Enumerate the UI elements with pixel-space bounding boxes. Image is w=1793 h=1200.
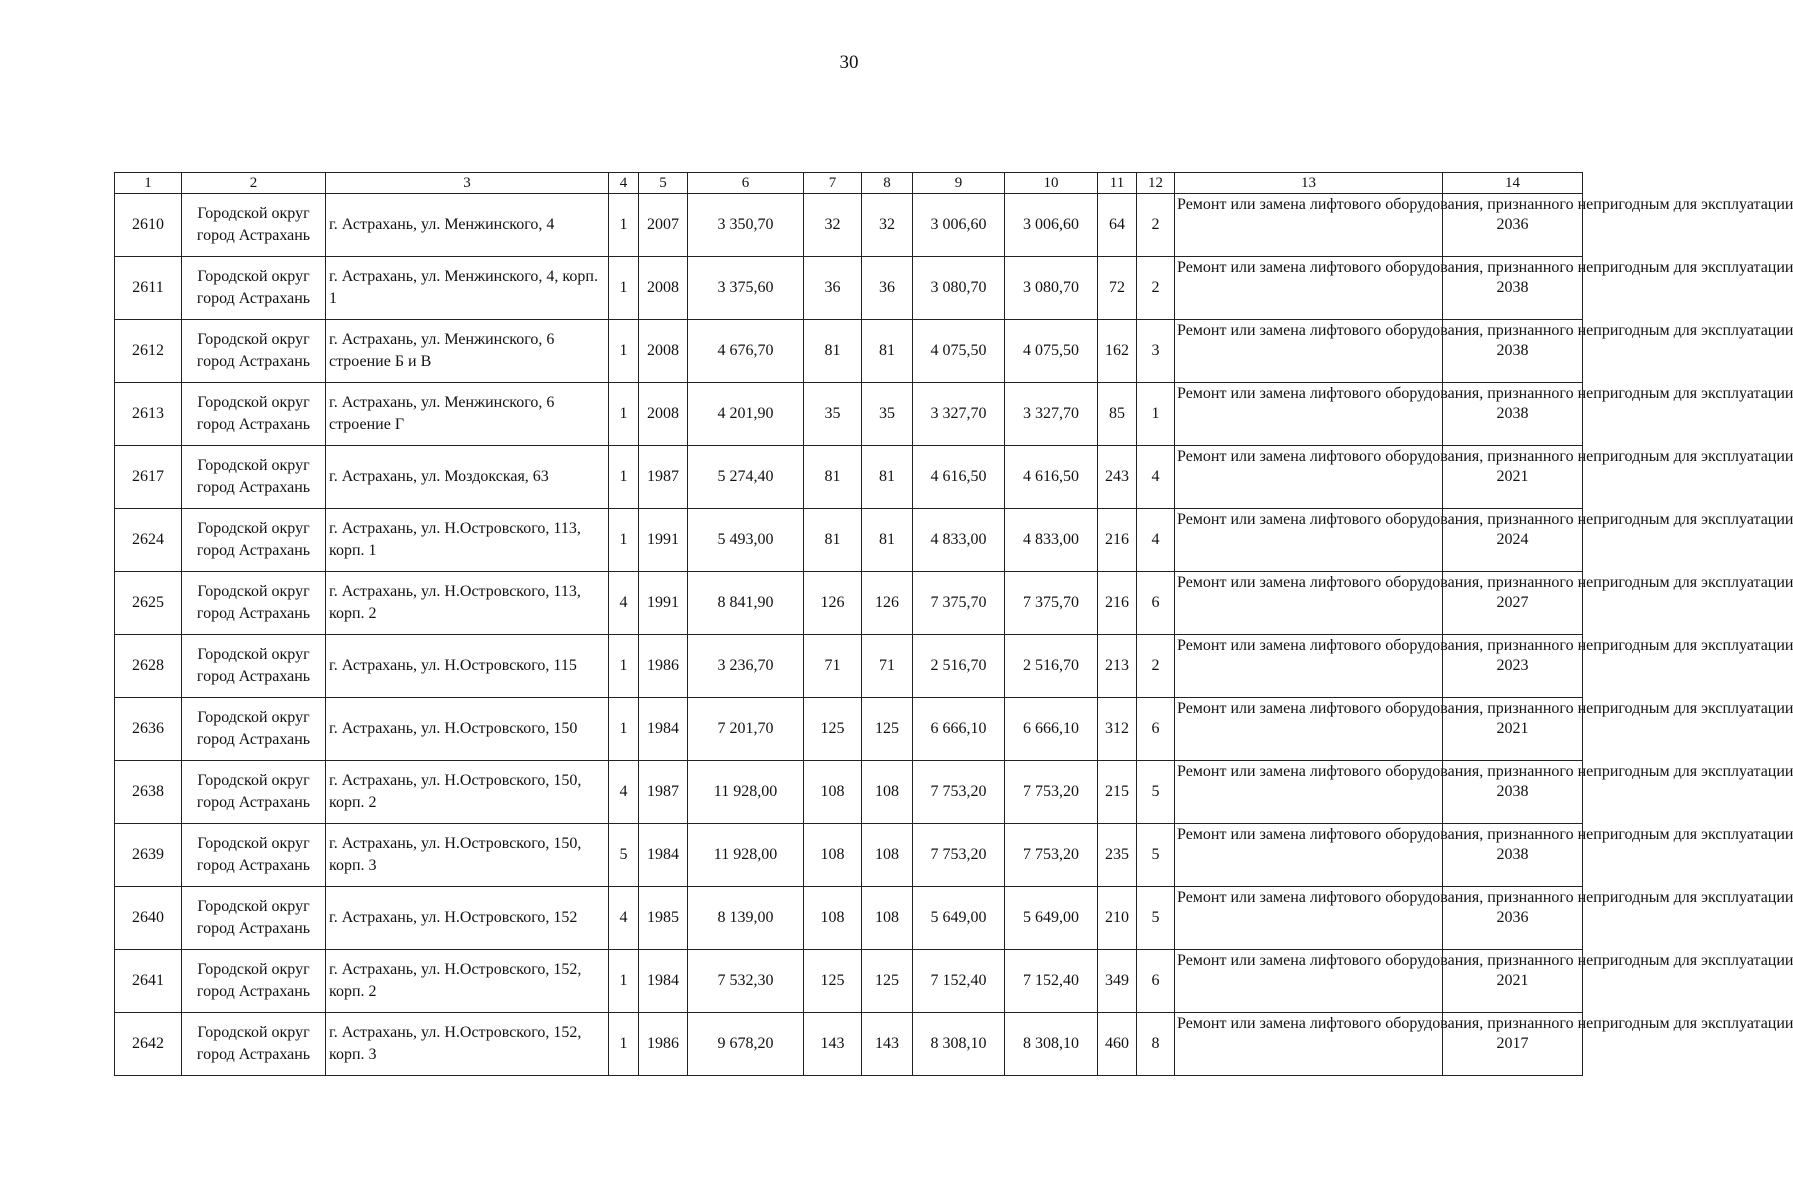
cell-planned-year: 2021: [1443, 698, 1583, 761]
cell-year-built: 1984: [639, 824, 688, 887]
page-number: 30: [839, 52, 859, 73]
cell-col-10: 4 616,50: [1005, 446, 1098, 509]
column-header: 7: [804, 173, 862, 194]
cell-address: г. Астрахань, ул. Менжинского, 4: [326, 194, 609, 257]
table-row: [115, 950, 1583, 1013]
cell-col-12: 2: [1137, 257, 1175, 320]
cell-col-11: 235: [1098, 824, 1137, 887]
cell-work-type: Ремонт или замена лифтового оборудования, признанного непригодным для эксплуатации: [1175, 446, 1443, 509]
cell-col-9: 4 075,50: [913, 320, 1005, 383]
column-header: 4: [609, 173, 639, 194]
cell-address: г. Астрахань, ул. Моздокская, 63: [326, 446, 609, 509]
cell-col-12: 8: [1137, 1013, 1175, 1076]
cell-col-10: 2 516,70: [1005, 635, 1098, 698]
cell-municipality: Городской округ город Астрахань: [182, 824, 326, 887]
cell-col-4: 1: [609, 383, 639, 446]
cell-address: г. Астрахань, ул. Н.Островского, 152, корп. 3: [326, 1013, 609, 1076]
table-row: [115, 320, 1583, 383]
cell-year-built: 2008: [639, 320, 688, 383]
cell-col-12: 4: [1137, 509, 1175, 572]
cell-planned-year: 2017: [1443, 1013, 1583, 1076]
table-row: [115, 698, 1583, 761]
table-row: [115, 824, 1583, 887]
cell-col-6: 11 928,00: [688, 761, 804, 824]
cell-municipality: Городской округ город Астрахань: [182, 194, 326, 257]
table-row: [115, 194, 1583, 257]
cell-municipality: Городской округ город Астрахань: [182, 698, 326, 761]
cell-address: г. Астрахань, ул. Н.Островского, 150, корп. 3: [326, 824, 609, 887]
cell-col-7: 143: [804, 1013, 862, 1076]
cell-address: г. Астрахань, ул. Н.Островского, 113, корп. 2: [326, 572, 609, 635]
cell-col-6: 5 493,00: [688, 509, 804, 572]
cell-col-9: 3 006,60: [913, 194, 1005, 257]
cell-record-number: 2611: [115, 257, 182, 320]
cell-col-6: 8 841,90: [688, 572, 804, 635]
cell-col-9: 8 308,10: [913, 1013, 1005, 1076]
cell-col-7: 81: [804, 446, 862, 509]
cell-col-9: 7 753,20: [913, 824, 1005, 887]
cell-col-8: 35: [862, 383, 913, 446]
table-body: [115, 194, 1793, 1076]
cell-col-4: 4: [609, 761, 639, 824]
cell-record-number: 2628: [115, 635, 182, 698]
cell-year-built: 1984: [639, 950, 688, 1013]
cell-col-10: 7 753,20: [1005, 824, 1098, 887]
cell-col-8: 32: [862, 194, 913, 257]
table-row: [115, 257, 1583, 320]
cell-planned-year: 2038: [1443, 383, 1583, 446]
cell-col-9: 6 666,10: [913, 698, 1005, 761]
cell-work-type: Ремонт или замена лифтового оборудования, признанного непригодным для эксплуатации: [1175, 950, 1443, 1013]
cell-col-8: 71: [862, 635, 913, 698]
cell-col-11: 215: [1098, 761, 1137, 824]
column-header: 8: [862, 173, 913, 194]
table-row: [115, 509, 1583, 572]
cell-col-11: 349: [1098, 950, 1137, 1013]
cell-col-6: 4 201,90: [688, 383, 804, 446]
cell-col-10: 4 833,00: [1005, 509, 1098, 572]
cell-col-11: 312: [1098, 698, 1137, 761]
cell-record-number: 2610: [115, 194, 182, 257]
column-header: 11: [1098, 173, 1137, 194]
cell-col-12: 2: [1137, 194, 1175, 257]
cell-work-type: Ремонт или замена лифтового оборудования, признанного непригодным для эксплуатации: [1175, 509, 1443, 572]
column-number-row: [115, 173, 1583, 194]
cell-col-6: 9 678,20: [688, 1013, 804, 1076]
cell-record-number: 2636: [115, 698, 182, 761]
cell-planned-year: 2038: [1443, 257, 1583, 320]
cell-col-4: 4: [609, 572, 639, 635]
cell-record-number: 2641: [115, 950, 182, 1013]
cell-col-12: 1: [1137, 383, 1175, 446]
cell-col-11: 85: [1098, 383, 1137, 446]
cell-col-10: 6 666,10: [1005, 698, 1098, 761]
cell-planned-year: 2038: [1443, 761, 1583, 824]
cell-address: г. Астрахань, ул. Н.Островского, 152: [326, 887, 609, 950]
column-header: 9: [913, 173, 1005, 194]
cell-planned-year: 2023: [1443, 635, 1583, 698]
cell-record-number: 2617: [115, 446, 182, 509]
cell-col-4: 1: [609, 446, 639, 509]
cell-year-built: 1987: [639, 446, 688, 509]
cell-col-10: 5 649,00: [1005, 887, 1098, 950]
cell-col-6: 3 350,70: [688, 194, 804, 257]
cell-work-type: Ремонт или замена лифтового оборудования, признанного непригодным для эксплуатации: [1175, 320, 1443, 383]
cell-col-12: 3: [1137, 320, 1175, 383]
cell-year-built: 1991: [639, 572, 688, 635]
cell-col-4: 1: [609, 257, 639, 320]
cell-col-4: 1: [609, 194, 639, 257]
cell-col-12: 2: [1137, 635, 1175, 698]
cell-col-8: 81: [862, 509, 913, 572]
cell-col-7: 36: [804, 257, 862, 320]
cell-address: г. Астрахань, ул. Н.Островского, 115: [326, 635, 609, 698]
cell-planned-year: 2036: [1443, 194, 1583, 257]
cell-planned-year: 2038: [1443, 320, 1583, 383]
cell-col-11: 460: [1098, 1013, 1137, 1076]
column-header: 12: [1137, 173, 1175, 194]
cell-year-built: 1984: [639, 698, 688, 761]
cell-col-4: 1: [609, 950, 639, 1013]
cell-record-number: 2640: [115, 887, 182, 950]
cell-col-9: 3 327,70: [913, 383, 1005, 446]
cell-address: г. Астрахань, ул. Менжинского, 6 строение Г: [326, 383, 609, 446]
table-row: [115, 446, 1583, 509]
cell-col-8: 108: [862, 761, 913, 824]
cell-address: г. Астрахань, ул. Н.Островского, 113, корп. 1: [326, 509, 609, 572]
column-header: 14: [1443, 173, 1583, 194]
cell-work-type: Ремонт или замена лифтового оборудования, признанного непригодным для эксплуатации: [1175, 761, 1443, 824]
cell-col-10: 4 075,50: [1005, 320, 1098, 383]
cell-record-number: 2639: [115, 824, 182, 887]
cell-year-built: 1985: [639, 887, 688, 950]
cell-municipality: Городской округ город Астрахань: [182, 446, 326, 509]
housing-register-table: [114, 172, 1793, 1076]
cell-col-4: 4: [609, 887, 639, 950]
cell-col-8: 108: [862, 824, 913, 887]
cell-col-10: 3 006,60: [1005, 194, 1098, 257]
cell-record-number: 2625: [115, 572, 182, 635]
cell-work-type: Ремонт или замена лифтового оборудования, признанного непригодным для эксплуатации: [1175, 194, 1443, 257]
cell-address: г. Астрахань, ул. Н.Островского, 150: [326, 698, 609, 761]
cell-col-9: 7 375,70: [913, 572, 1005, 635]
cell-year-built: 2008: [639, 257, 688, 320]
cell-year-built: 2007: [639, 194, 688, 257]
cell-municipality: Городской округ город Астрахань: [182, 950, 326, 1013]
cell-col-6: 7 532,30: [688, 950, 804, 1013]
cell-record-number: 2642: [115, 1013, 182, 1076]
cell-col-9: 4 833,00: [913, 509, 1005, 572]
cell-col-7: 108: [804, 887, 862, 950]
cell-col-10: 7 152,40: [1005, 950, 1098, 1013]
cell-work-type: Ремонт или замена лифтового оборудования, признанного непригодным для эксплуатации: [1175, 383, 1443, 446]
cell-col-11: 216: [1098, 572, 1137, 635]
cell-col-12: 6: [1137, 572, 1175, 635]
cell-col-7: 35: [804, 383, 862, 446]
cell-year-built: 1986: [639, 635, 688, 698]
cell-col-8: 125: [862, 950, 913, 1013]
cell-col-9: 4 616,50: [913, 446, 1005, 509]
cell-col-12: 6: [1137, 950, 1175, 1013]
cell-col-7: 32: [804, 194, 862, 257]
cell-col-9: 2 516,70: [913, 635, 1005, 698]
column-header: 13: [1175, 173, 1443, 194]
cell-col-10: 7 753,20: [1005, 761, 1098, 824]
cell-col-7: 81: [804, 320, 862, 383]
cell-planned-year: 2036: [1443, 887, 1583, 950]
cell-year-built: 2008: [639, 383, 688, 446]
cell-municipality: Городской округ город Астрахань: [182, 509, 326, 572]
cell-col-4: 1: [609, 698, 639, 761]
table-row: [115, 383, 1583, 446]
cell-col-12: 5: [1137, 824, 1175, 887]
cell-col-8: 108: [862, 887, 913, 950]
cell-municipality: Городской округ город Астрахань: [182, 887, 326, 950]
cell-col-11: 243: [1098, 446, 1137, 509]
cell-col-11: 210: [1098, 887, 1137, 950]
cell-work-type: Ремонт или замена лифтового оборудования, признанного непригодным для эксплуатации: [1175, 824, 1443, 887]
cell-col-7: 108: [804, 761, 862, 824]
cell-municipality: Городской округ город Астрахань: [182, 635, 326, 698]
cell-address: г. Астрахань, ул. Менжинского, 6 строение Б и В: [326, 320, 609, 383]
table-row: [115, 887, 1583, 950]
cell-work-type: Ремонт или замена лифтового оборудования, признанного непригодным для эксплуатации: [1175, 635, 1443, 698]
cell-col-11: 216: [1098, 509, 1137, 572]
cell-planned-year: 2027: [1443, 572, 1583, 635]
cell-planned-year: 2021: [1443, 950, 1583, 1013]
cell-col-11: 213: [1098, 635, 1137, 698]
cell-planned-year: 2021: [1443, 446, 1583, 509]
table-row: [115, 572, 1583, 635]
table-row: [115, 635, 1583, 698]
cell-col-7: 126: [804, 572, 862, 635]
cell-col-8: 126: [862, 572, 913, 635]
cell-col-4: 1: [609, 635, 639, 698]
column-header: 1: [115, 173, 182, 194]
column-header: 2: [182, 173, 326, 194]
cell-address: г. Астрахань, ул. Менжинского, 4, корп. 1: [326, 257, 609, 320]
cell-col-6: 4 676,70: [688, 320, 804, 383]
cell-col-6: 8 139,00: [688, 887, 804, 950]
cell-col-11: 162: [1098, 320, 1137, 383]
cell-col-10: 8 308,10: [1005, 1013, 1098, 1076]
cell-col-12: 5: [1137, 887, 1175, 950]
column-header: 5: [639, 173, 688, 194]
cell-record-number: 2624: [115, 509, 182, 572]
table-row: [115, 761, 1583, 824]
cell-col-8: 36: [862, 257, 913, 320]
cell-municipality: Городской округ город Астрахань: [182, 572, 326, 635]
cell-col-12: 5: [1137, 761, 1175, 824]
cell-col-7: 108: [804, 824, 862, 887]
cell-work-type: Ремонт или замена лифтового оборудования, признанного непригодным для эксплуатации: [1175, 572, 1443, 635]
cell-municipality: Городской округ город Астрахань: [182, 383, 326, 446]
cell-col-9: 7 753,20: [913, 761, 1005, 824]
cell-col-9: 5 649,00: [913, 887, 1005, 950]
cell-municipality: Городской округ город Астрахань: [182, 1013, 326, 1076]
cell-col-10: 3 080,70: [1005, 257, 1098, 320]
cell-municipality: Городской округ город Астрахань: [182, 761, 326, 824]
cell-col-4: 5: [609, 824, 639, 887]
cell-col-6: 7 201,70: [688, 698, 804, 761]
cell-col-10: 3 327,70: [1005, 383, 1098, 446]
cell-address: г. Астрахань, ул. Н.Островского, 152, корп. 2: [326, 950, 609, 1013]
cell-work-type: Ремонт или замена лифтового оборудования, признанного непригодным для эксплуатации: [1175, 698, 1443, 761]
cell-record-number: 2613: [115, 383, 182, 446]
cell-col-10: 7 375,70: [1005, 572, 1098, 635]
cell-year-built: 1987: [639, 761, 688, 824]
cell-col-12: 4: [1137, 446, 1175, 509]
cell-col-8: 125: [862, 698, 913, 761]
cell-col-4: 1: [609, 509, 639, 572]
cell-record-number: 2612: [115, 320, 182, 383]
cell-work-type: Ремонт или замена лифтового оборудования, признанного непригодным для эксплуатации: [1175, 1013, 1443, 1076]
table-row: [115, 1013, 1583, 1076]
column-header: 6: [688, 173, 804, 194]
cell-col-6: 5 274,40: [688, 446, 804, 509]
cell-col-9: 7 152,40: [913, 950, 1005, 1013]
cell-col-8: 81: [862, 446, 913, 509]
cell-col-11: 64: [1098, 194, 1137, 257]
cell-col-7: 71: [804, 635, 862, 698]
column-header: 3: [326, 173, 609, 194]
cell-col-7: 81: [804, 509, 862, 572]
cell-col-7: 125: [804, 950, 862, 1013]
cell-year-built: 1991: [639, 509, 688, 572]
cell-col-6: 3 375,60: [688, 257, 804, 320]
cell-col-6: 11 928,00: [688, 824, 804, 887]
column-header: 10: [1005, 173, 1098, 194]
cell-planned-year: 2024: [1443, 509, 1583, 572]
cell-record-number: 2638: [115, 761, 182, 824]
cell-col-9: 3 080,70: [913, 257, 1005, 320]
cell-col-8: 81: [862, 320, 913, 383]
cell-col-7: 125: [804, 698, 862, 761]
cell-year-built: 1986: [639, 1013, 688, 1076]
cell-col-4: 1: [609, 320, 639, 383]
cell-col-6: 3 236,70: [688, 635, 804, 698]
cell-col-12: 6: [1137, 698, 1175, 761]
cell-col-8: 143: [862, 1013, 913, 1076]
cell-municipality: Городской округ город Астрахань: [182, 257, 326, 320]
cell-work-type: Ремонт или замена лифтового оборудования, признанного непригодным для эксплуатации: [1175, 887, 1443, 950]
cell-planned-year: 2038: [1443, 824, 1583, 887]
cell-address: г. Астрахань, ул. Н.Островского, 150, корп. 2: [326, 761, 609, 824]
cell-col-4: 1: [609, 1013, 639, 1076]
cell-col-11: 72: [1098, 257, 1137, 320]
cell-work-type: Ремонт или замена лифтового оборудования, признанного непригодным для эксплуатации: [1175, 257, 1443, 320]
cell-municipality: Городской округ город Астрахань: [182, 320, 326, 383]
